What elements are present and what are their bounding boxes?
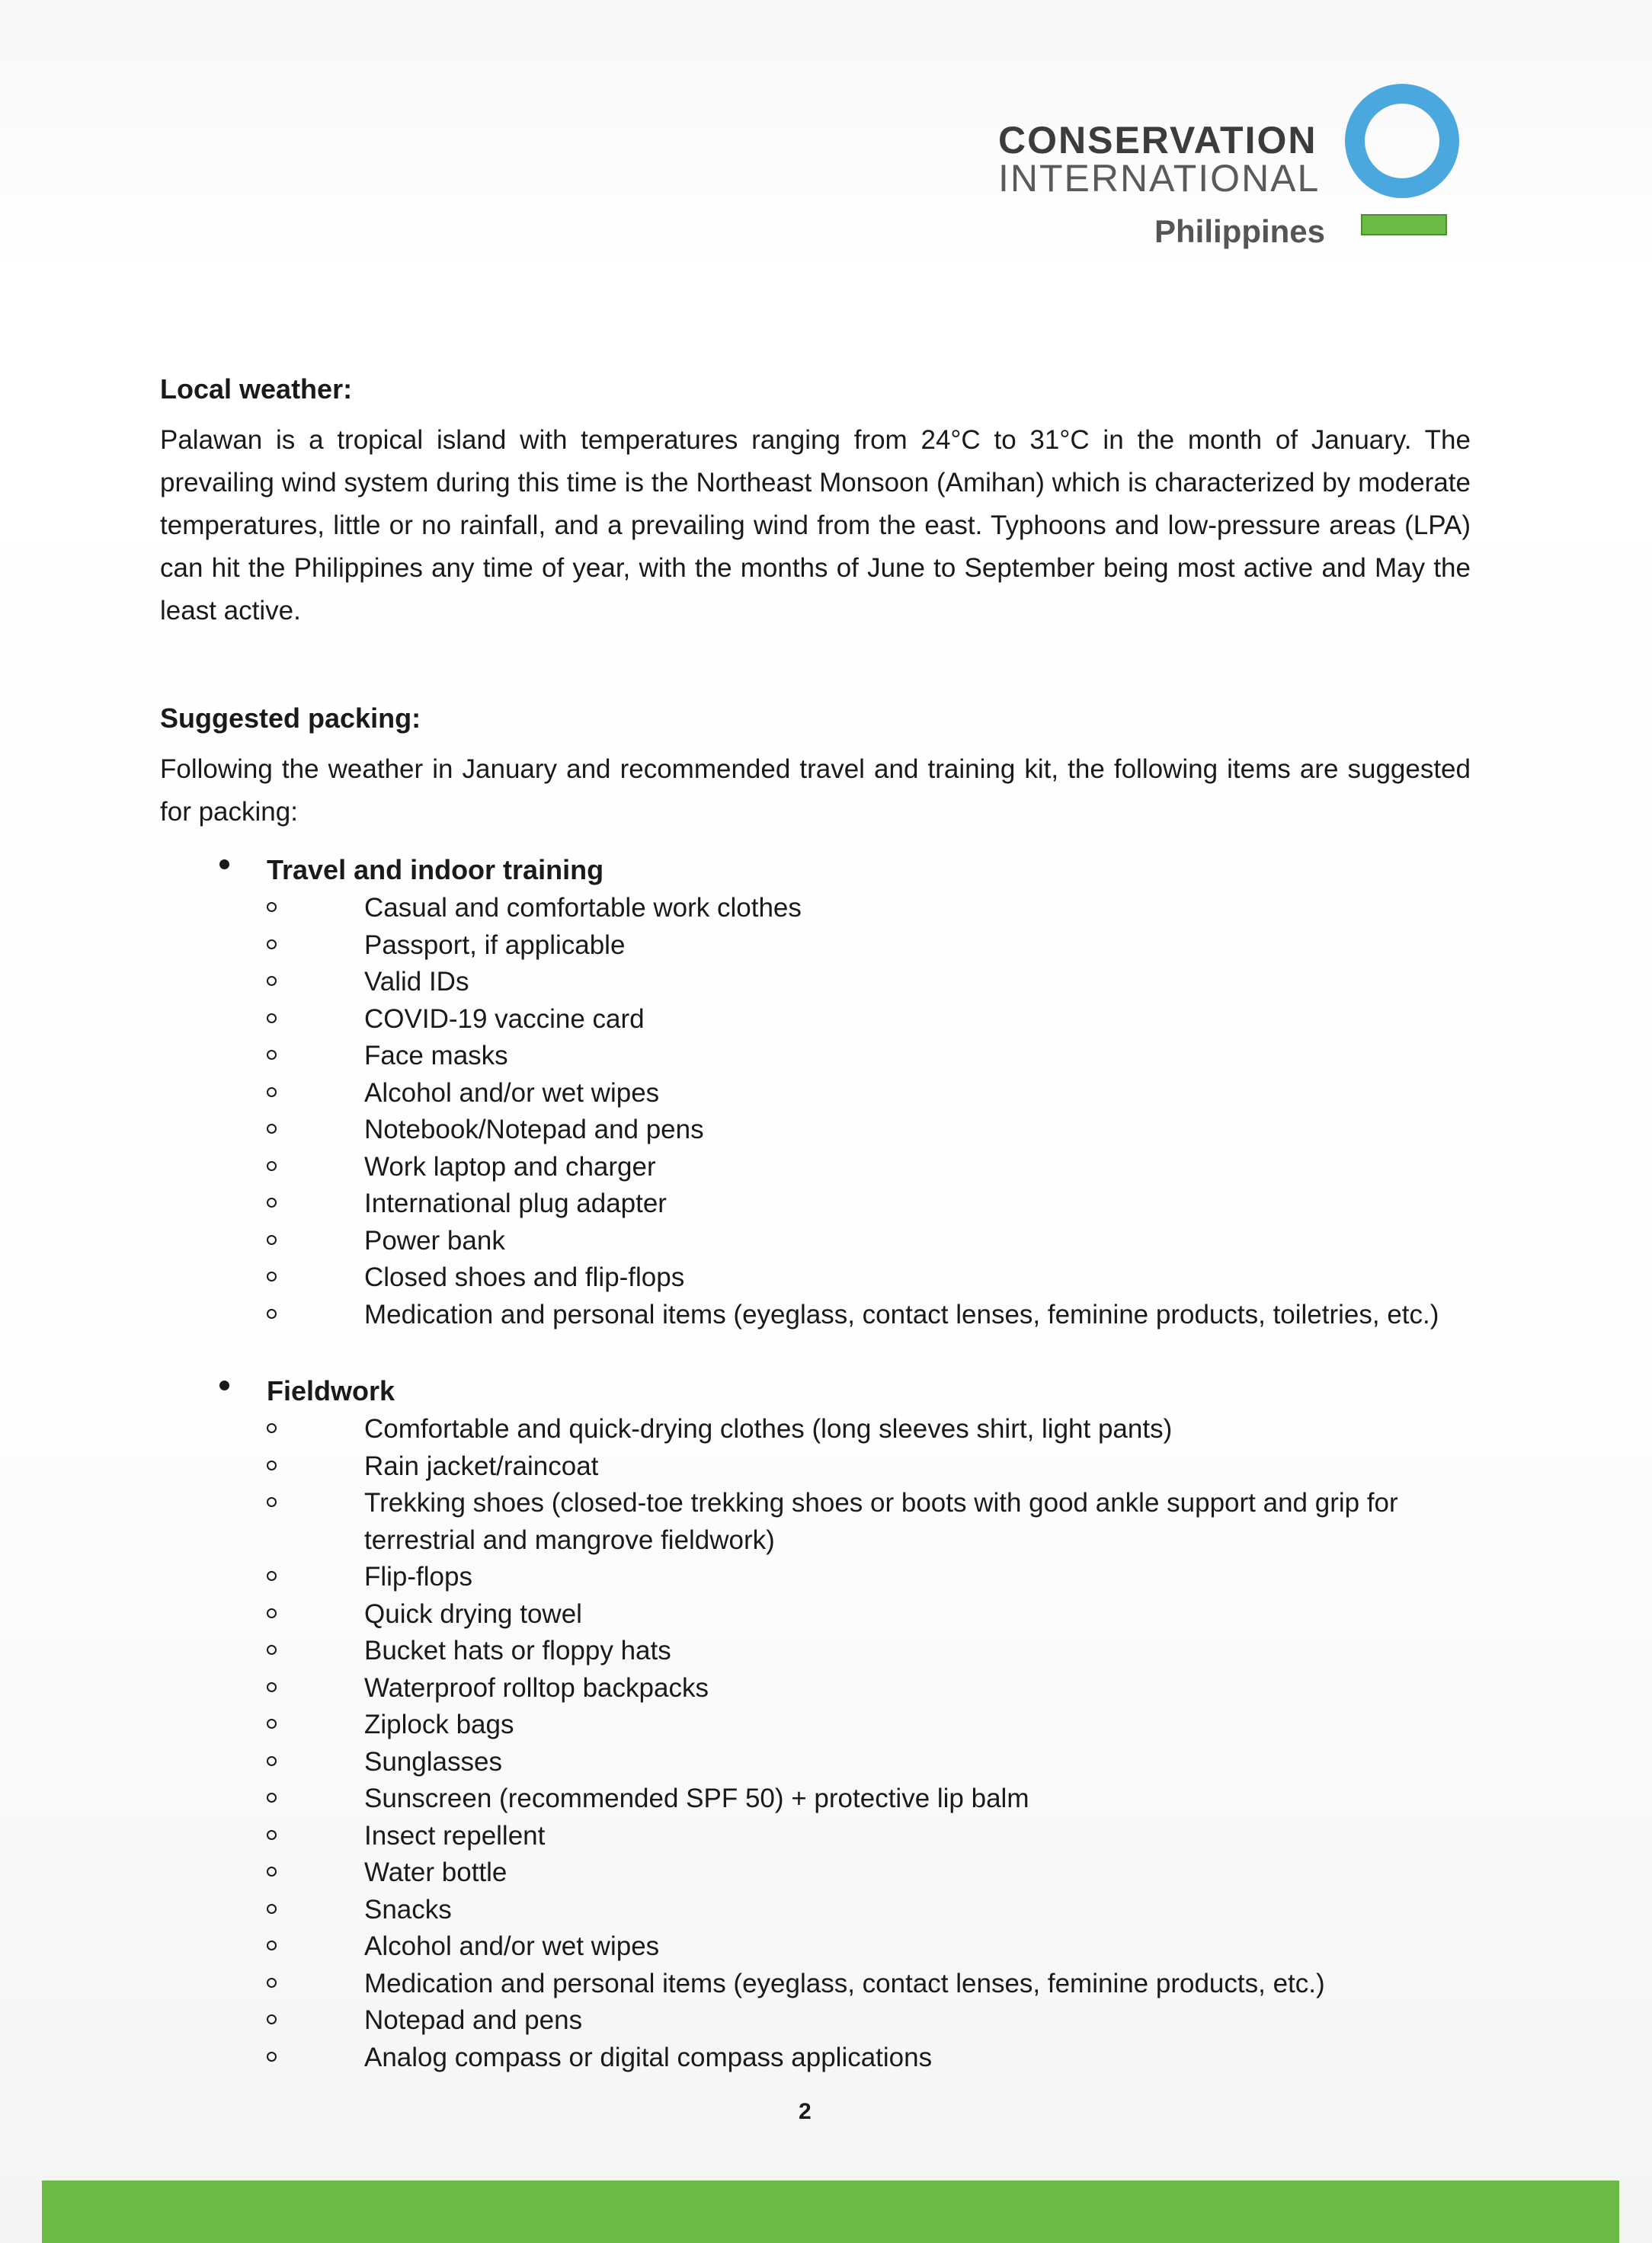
circle-bullet-icon xyxy=(267,1161,277,1171)
conservation-international-logo xyxy=(998,72,1471,263)
list-item xyxy=(267,1038,1471,1075)
list-item-text: Quick drying towel xyxy=(364,1598,582,1629)
list-item-text: Medication and personal items (eyeglass, contact lenses, feminine products, etc.) xyxy=(364,1968,1325,1998)
circle-bullet-icon xyxy=(267,1867,277,1877)
list-item-text: Power bank xyxy=(364,1225,505,1256)
circle-bullet-icon xyxy=(267,1198,277,1208)
list-item-text: Sunglasses xyxy=(364,1746,502,1777)
packing-items xyxy=(267,890,1471,1333)
circle-bullet-icon xyxy=(267,1013,277,1023)
packing-heading: Suggested packing: xyxy=(160,702,421,734)
footer-bar xyxy=(42,2181,1619,2243)
circle-bullet-icon xyxy=(267,1941,277,1950)
list-item-text: Comfortable and quick-drying clothes (long sleeves shirt, light pants) xyxy=(364,1414,1173,1444)
weather-paragraph: Palawan is a tropical island with temperatures ranging from 24°C to 31°C in the month of January. The prevailing wind system during this time is the Northeast Monsoon (Amihan) which is characterized by moderate temperatures, little or no rainfall, and a prevailing wind from the east. Typhoons and low-pressure areas (LPA) can hit the Philippines any time of year, with the months of June to September being most active and May the least active. xyxy=(160,425,1471,626)
list-item-text: Sunscreen (recommended SPF 50) + protective lip balm xyxy=(364,1784,1029,1813)
circle-bullet-icon xyxy=(267,1497,277,1507)
circle-bullet-icon xyxy=(267,939,277,949)
packing-group xyxy=(160,1371,1471,2076)
list-item xyxy=(267,1892,1471,1929)
bullet-icon xyxy=(219,859,229,869)
circle-bullet-icon xyxy=(267,1645,277,1655)
packing-group-title: Fieldwork xyxy=(267,1375,395,1406)
circle-bullet-icon xyxy=(267,1571,277,1581)
list-item xyxy=(267,1112,1471,1149)
list-item-text: Closed shoes and flip-flops xyxy=(364,1262,685,1292)
circle-bullet-icon xyxy=(267,1124,277,1134)
list-item xyxy=(267,1185,1471,1223)
list-item-text: COVID-19 vaccine card xyxy=(364,1003,645,1034)
list-item-text: Bucket hats or floppy hats xyxy=(364,1636,671,1665)
list-item xyxy=(267,927,1471,965)
circle-bullet-icon xyxy=(267,1719,277,1729)
packing-group xyxy=(160,850,1471,1333)
list-item xyxy=(267,1670,1471,1707)
logo-ring-icon xyxy=(1341,80,1463,202)
list-item xyxy=(267,1966,1471,2003)
list-item-text: Medication and personal items (eyeglass, contact lenses, feminine products, toiletries, etc.) xyxy=(364,1299,1439,1329)
circle-bullet-icon xyxy=(267,1309,277,1319)
list-item-text: Rain jacket/raincoat xyxy=(364,1451,599,1481)
list-item-text: Casual and comfortable work clothes xyxy=(364,893,802,923)
list-item-text: Trekking shoes (closed-toe trekking shoes or boots with good ankle support and grip for terrestrial and mangrove fieldwork) xyxy=(364,1488,1398,1555)
list-item xyxy=(267,1744,1471,1781)
list-item xyxy=(267,1854,1471,1892)
circle-bullet-icon xyxy=(267,1904,277,1914)
circle-bullet-icon xyxy=(267,1978,277,1988)
list-item-text: International plug adapter xyxy=(364,1189,667,1218)
circle-bullet-icon xyxy=(267,1461,277,1470)
list-item xyxy=(267,1559,1471,1596)
document-body xyxy=(160,373,1471,2114)
list-item xyxy=(267,1707,1471,1744)
circle-bullet-icon xyxy=(267,902,277,912)
list-item-text: Waterproof rolltop backpacks xyxy=(364,1672,709,1703)
list-item xyxy=(267,2040,1471,2077)
list-item xyxy=(267,1485,1471,1559)
list-item-text: Notepad and pens xyxy=(364,2005,583,2035)
weather-heading: Local weather: xyxy=(160,373,353,405)
circle-bullet-icon xyxy=(267,2052,277,2062)
logo-text-line1: CONSERVATION xyxy=(998,119,1317,162)
list-item xyxy=(267,1633,1471,1670)
list-item-text: Insect repellent xyxy=(364,1820,546,1851)
circle-bullet-icon xyxy=(267,1087,277,1097)
logo-text-line2: INTERNATIONAL xyxy=(998,157,1321,200)
circle-bullet-icon xyxy=(267,1830,277,1840)
list-item-text: Face masks xyxy=(364,1041,508,1070)
list-item-text: Alcohol and/or wet wipes xyxy=(364,1931,660,1961)
list-item xyxy=(267,2002,1471,2040)
circle-bullet-icon xyxy=(267,1682,277,1692)
logo-bar-icon xyxy=(1360,213,1448,236)
circle-bullet-icon xyxy=(267,1272,277,1281)
circle-bullet-icon xyxy=(267,1793,277,1803)
list-item xyxy=(267,1075,1471,1112)
list-item-text: Notebook/Notepad and pens xyxy=(364,1115,704,1144)
list-item xyxy=(267,1297,1471,1334)
list-item xyxy=(267,1223,1471,1260)
packing-items xyxy=(267,1411,1471,2076)
list-item xyxy=(267,964,1471,1001)
list-item-text: Valid IDs xyxy=(364,967,469,997)
list-item-text: Ziplock bags xyxy=(364,1710,514,1739)
list-item-text: Snacks xyxy=(364,1894,452,1925)
logo-text-line3: Philippines xyxy=(1154,213,1326,249)
list-item xyxy=(267,890,1471,927)
list-item xyxy=(267,1928,1471,1966)
list-item xyxy=(267,1448,1471,1486)
circle-bullet-icon xyxy=(267,1756,277,1766)
packing-intro: Following the weather in January and recommended travel and training kit, the following items are suggested for packing: xyxy=(160,754,1471,827)
circle-bullet-icon xyxy=(267,1050,277,1060)
list-item xyxy=(267,1818,1471,1855)
list-item-text: Water bottle xyxy=(364,1857,507,1887)
circle-bullet-icon xyxy=(267,1608,277,1618)
list-item xyxy=(267,1149,1471,1186)
list-item xyxy=(267,1596,1471,1633)
list-item-text: Work laptop and charger xyxy=(364,1151,656,1182)
list-item-text: Passport, if applicable xyxy=(364,930,626,960)
circle-bullet-icon xyxy=(267,976,277,986)
circle-bullet-icon xyxy=(267,1235,277,1245)
packing-group-title: Travel and indoor training xyxy=(267,854,604,885)
list-item-text: Analog compass or digital compass applications xyxy=(364,2042,933,2072)
list-item-text: Alcohol and/or wet wipes xyxy=(364,1077,660,1108)
circle-bullet-icon xyxy=(267,2014,277,2024)
list-item xyxy=(267,1001,1471,1038)
circle-bullet-icon xyxy=(267,1423,277,1433)
bullet-icon xyxy=(219,1381,229,1390)
list-item-text: Flip-flops xyxy=(364,1562,472,1592)
list-item xyxy=(267,1781,1471,1818)
page-number: 2 xyxy=(799,2099,812,2124)
packing-list xyxy=(160,850,1471,2076)
list-item xyxy=(267,1259,1471,1297)
list-item xyxy=(267,1411,1471,1448)
